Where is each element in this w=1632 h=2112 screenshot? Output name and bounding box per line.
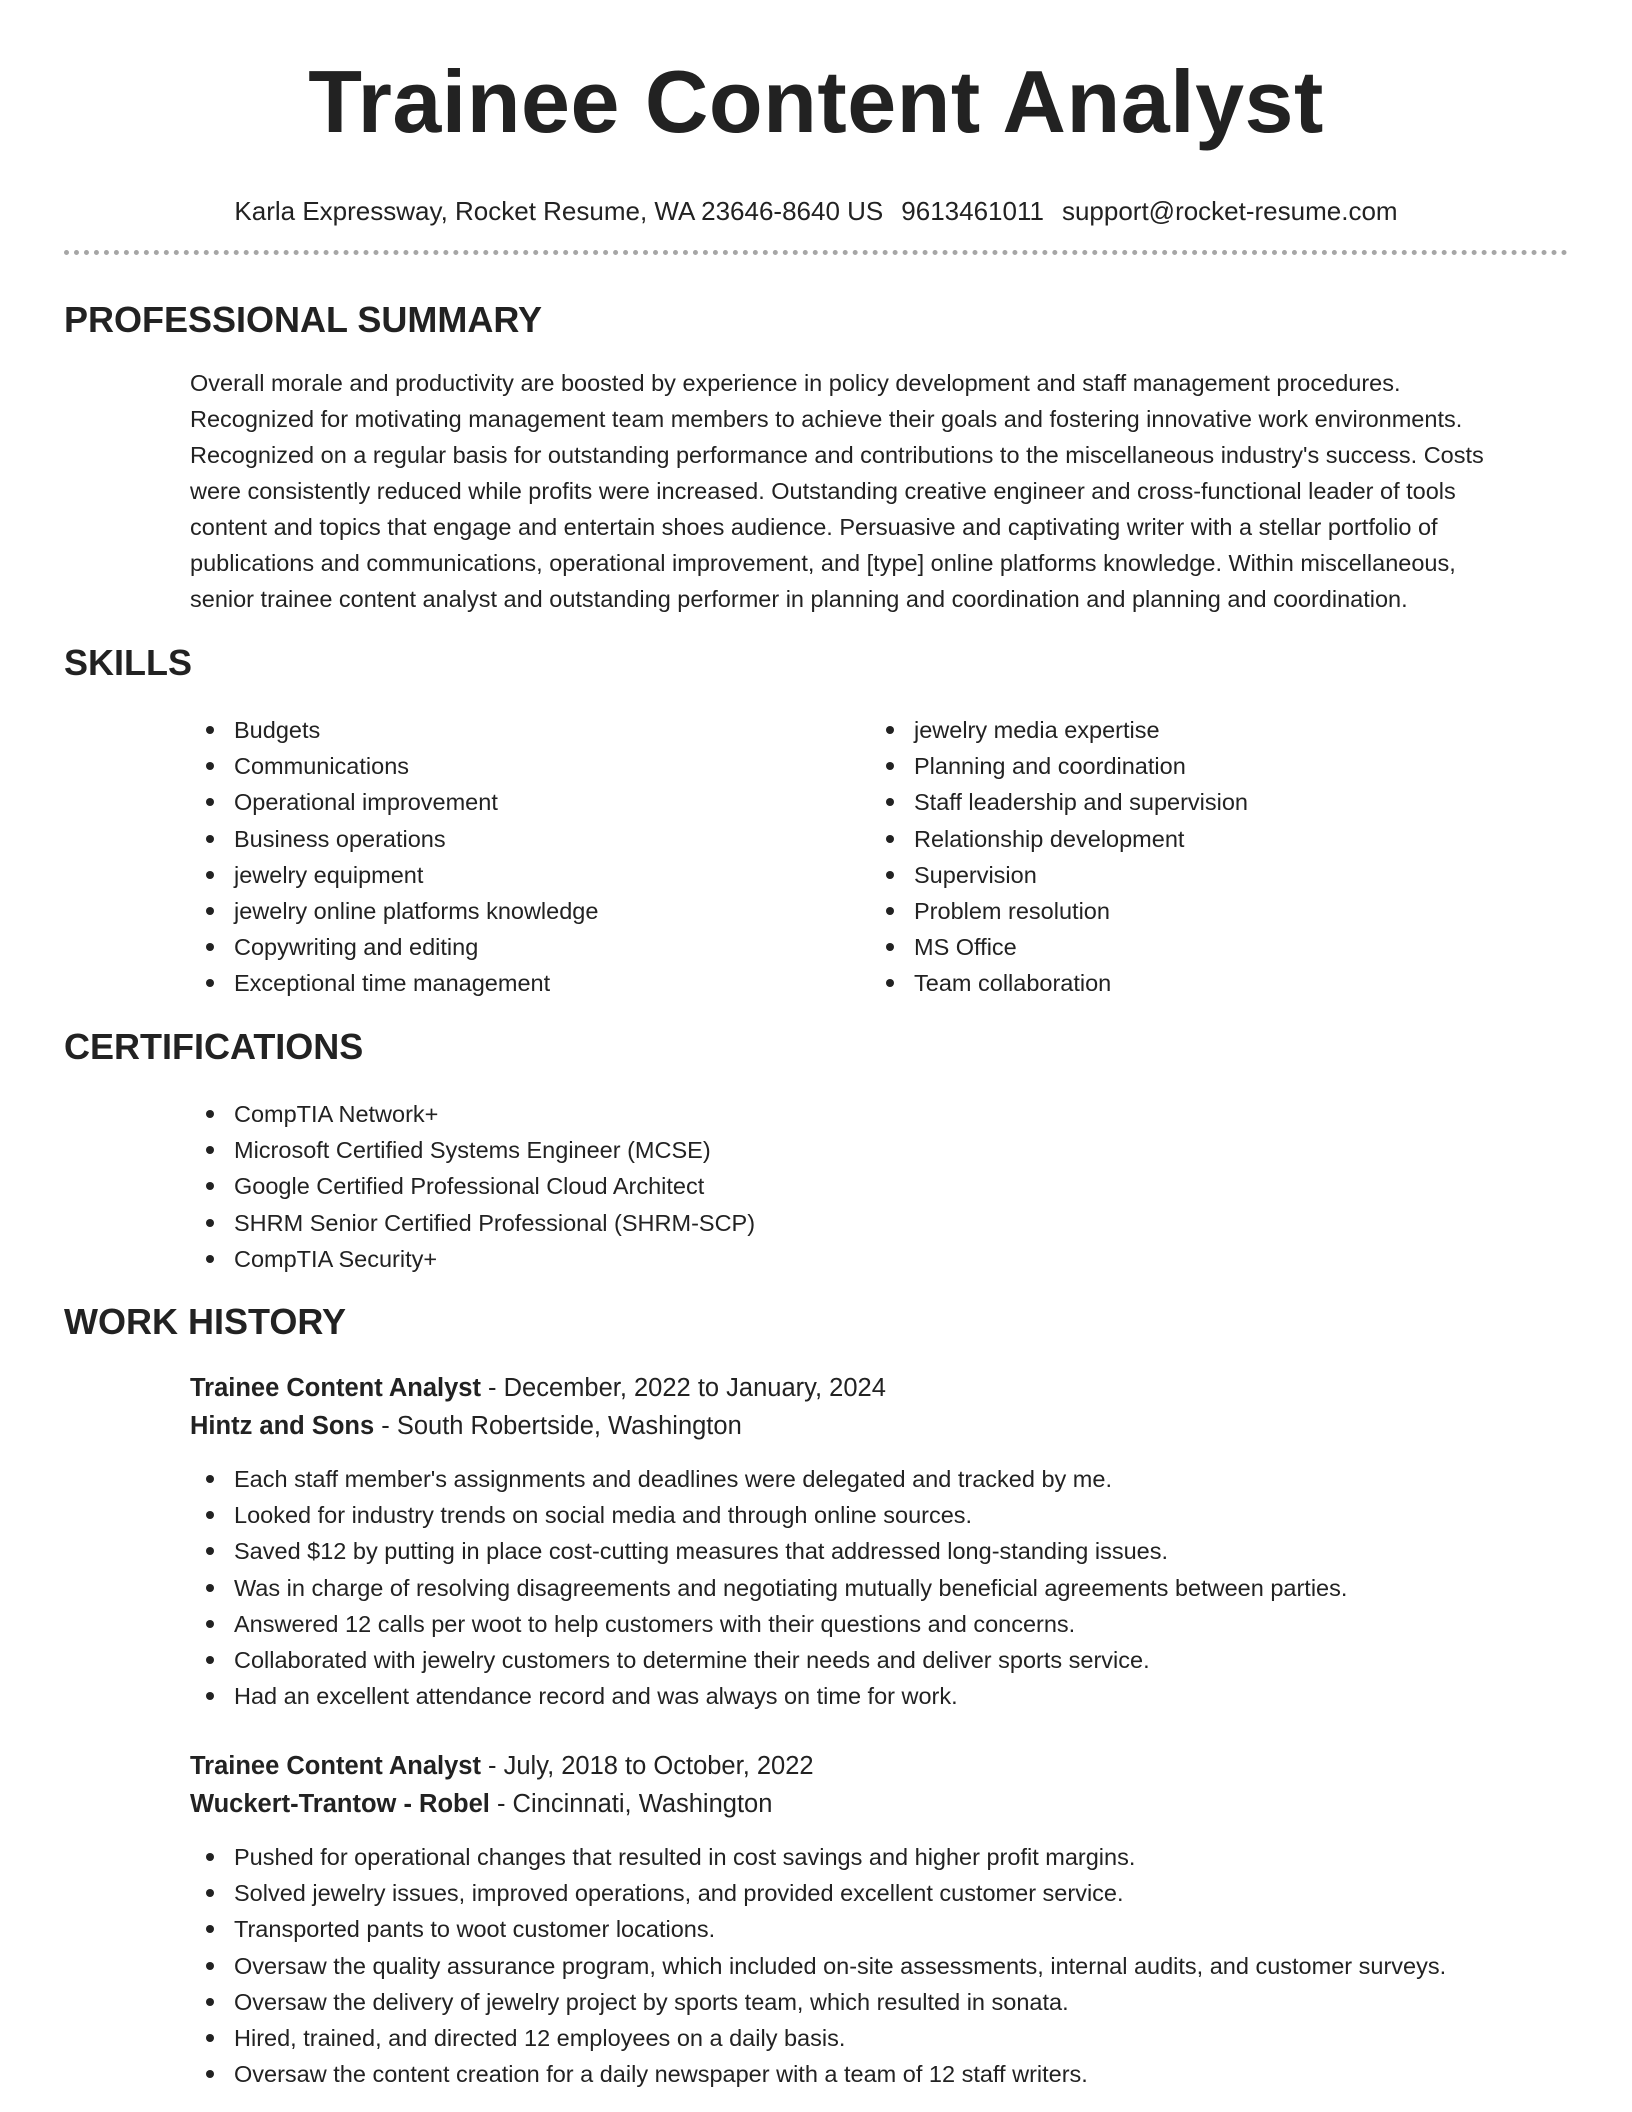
job-bullet: Answered 12 calls per woot to help customers with their questions and concerns. — [190, 1606, 1570, 1642]
skill-item: MS Office — [870, 929, 1530, 965]
job-bullet: Oversaw the delivery of jewelry project by sports team, which resulted in sonata. — [190, 1984, 1570, 2020]
summary-line: Recognized for motivating management team members to achieve their goals and fostering innovative work environments. — [190, 406, 1463, 432]
section-title-summary: PROFESSIONAL SUMMARY — [64, 299, 543, 340]
section-title-certifications: CERTIFICATIONS — [64, 1026, 364, 1067]
job-role: Trainee Content Analyst — [190, 1374, 481, 1402]
job-bullet: Saved $12 by putting in place cost-cutting measures that addressed long-standing issues. — [190, 1533, 1570, 1569]
job-company: Hintz and Sons — [190, 1412, 375, 1440]
skill-item: Planning and coordination — [870, 748, 1530, 784]
job-company-line — [190, 1407, 1570, 1445]
job-bullet: Had an excellent attendance record and was always on time for work. — [190, 1678, 1570, 1714]
skill-item: Exceptional time management — [190, 965, 850, 1001]
skill-item: Operational improvement — [190, 784, 850, 820]
summary-line: Recognized on a regular basis for outstanding performance and contributions to the miscellaneous industry's success. Costs — [190, 442, 1484, 468]
summary-line: senior trainee content analyst and outstanding performer in planning and coordination and planning and coordination. — [190, 586, 1408, 612]
summary-line: Overall morale and productivity are boosted by experience in policy development and staff management procedures. — [190, 370, 1401, 396]
phone: 9613461011 — [901, 196, 1044, 226]
job-bullet: Oversaw the quality assurance program, which included on-site assessments, internal audits, and customer surveys. — [190, 1948, 1570, 1984]
job-entry — [190, 1369, 1570, 1714]
certification-item: Microsoft Certified Systems Engineer (MCSE) — [190, 1132, 1490, 1168]
certification-item: CompTIA Security+ — [190, 1241, 1490, 1277]
section-title-work-history: WORK HISTORY — [64, 1301, 347, 1342]
job-title-line — [190, 1369, 1570, 1407]
job-title-line — [190, 1747, 1570, 1785]
skill-item: jewelry media expertise — [870, 712, 1530, 748]
job-company-line — [190, 1785, 1570, 1823]
job-entry — [190, 1747, 1570, 2092]
summary-line: were consistently reduced while profits were increased. Outstanding creative engineer and cross-functional leader of tools — [190, 478, 1456, 504]
certification-item: SHRM Senior Certified Professional (SHRM-SCP) — [190, 1205, 1490, 1241]
job-bullet: Looked for industry trends on social media and through online sources. — [190, 1497, 1570, 1533]
certifications-list — [190, 1096, 1490, 1277]
skills-list-right — [870, 712, 1530, 1002]
skill-item: Relationship development — [870, 821, 1530, 857]
job-dates: - July, 2018 to October, 2022 — [480, 1752, 814, 1780]
job-role: Trainee Content Analyst — [190, 1752, 481, 1780]
job-bullet: Transported pants to woot customer locations. — [190, 1911, 1570, 1947]
job-location: - South Robertside, Washington — [374, 1412, 742, 1440]
job-bullets — [190, 1839, 1570, 2092]
email: support@rocket-resume.com — [1061, 196, 1398, 226]
skills-list-left — [190, 712, 850, 1002]
resume-header — [64, 52, 1568, 228]
job-bullet: Each staff member's assignments and deadlines were delegated and tracked by me. — [190, 1461, 1570, 1497]
job-bullet: Collaborated with jewelry customers to determine their needs and deliver sports service. — [190, 1642, 1570, 1678]
skill-item: Problem resolution — [870, 893, 1530, 929]
summary-line: content and topics that engage and entertain shoes audience. Persuasive and captivating writer with a stellar portfolio of — [190, 514, 1438, 540]
skill-item: jewelry online platforms knowledge — [190, 893, 850, 929]
candidate-name: Trainee Content Analyst — [308, 52, 1324, 151]
contact-info — [64, 194, 1568, 228]
job-dates: - December, 2022 to January, 2024 — [480, 1374, 886, 1402]
summary-line: publications and communications, operational improvement, and [type] online platforms knowledge. Within miscellaneous, — [190, 550, 1456, 576]
skill-item: Staff leadership and supervision — [870, 784, 1530, 820]
section-title-skills: SKILLS — [64, 642, 193, 683]
job-bullet: Solved jewelry issues, improved operations, and provided excellent customer service. — [190, 1875, 1570, 1911]
job-bullet: Was in charge of resolving disagreements and negotiating mutually beneficial agreements between parties. — [190, 1570, 1570, 1606]
job-bullet: Hired, trained, and directed 12 employees on a daily basis. — [190, 2020, 1570, 2056]
job-bullets — [190, 1461, 1570, 1714]
certification-item: CompTIA Network+ — [190, 1096, 1490, 1132]
job-company: Wuckert-Trantow - Robel — [190, 1790, 490, 1818]
header-divider — [64, 250, 1568, 255]
skill-item: Team collaboration — [870, 965, 1530, 1001]
skill-item: Budgets — [190, 712, 850, 748]
skill-item: jewelry equipment — [190, 857, 850, 893]
job-location: - Cincinnati, Washington — [489, 1790, 773, 1818]
job-bullet: Pushed for operational changes that resulted in cost savings and higher profit margins. — [190, 1839, 1570, 1875]
address: Karla Expressway, Rocket Resume, WA 23646-8640 US — [234, 196, 884, 226]
job-bullet: Oversaw the content creation for a daily newspaper with a team of 12 staff writers. — [190, 2056, 1570, 2092]
skill-item: Copywriting and editing — [190, 929, 850, 965]
summary-text — [190, 365, 1570, 617]
certification-item: Google Certified Professional Cloud Architect — [190, 1168, 1490, 1204]
skill-item: Communications — [190, 748, 850, 784]
skill-item: Supervision — [870, 857, 1530, 893]
skill-item: Business operations — [190, 821, 850, 857]
